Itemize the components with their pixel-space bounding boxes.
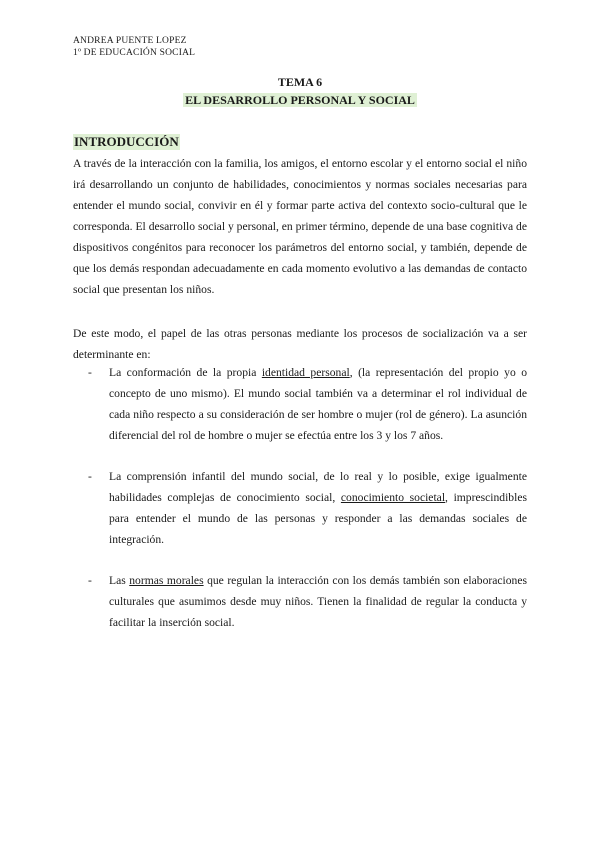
bullet-text [109, 362, 527, 446]
bullet-item-moral-norms [73, 570, 527, 633]
topic-title [0, 93, 600, 108]
bullet-dash: - [88, 574, 92, 587]
underlined-term: conocimiento societal [340, 491, 446, 504]
bullet-text [109, 570, 527, 633]
course-name: 1º DE EDUCACIÓN SOCIAL [73, 48, 196, 58]
bullet-text-end: , imprescindibles para entender el mundo de las personas y responder a las demandas sociales de integración. [109, 491, 527, 546]
bullet-text-start: Las [109, 574, 130, 587]
bullet-item-social-knowledge [73, 466, 527, 550]
underlined-term: identidad personal [261, 366, 350, 379]
intro-paragraph: A través de la interacción con la familia, los amigos, el entorno escolar y el entorno social el niño irá desarrollando un conjunto de habilidades, conocimientos y normas sociales necesarias para entender el mundo social, convivir en él y formar parte activa del contexto socio-cultural que le corresponda. El desarrollo social y personal, en primer término, depende de una base cognitiva de dispositivos congénitos para reconocer los parámetros del entorno social, y también, depende de que los demás respondan adecuadamente en cada momento evolutivo a las demandas de contacto social que presentan los niños. [73, 157, 527, 296]
bullet-item-identity [73, 362, 527, 446]
topic-number [0, 75, 600, 90]
bullet-text-start: La conformación de la propia [109, 366, 262, 379]
topic-number-text: TEMA 6 [277, 75, 323, 89]
bullet-dash: - [88, 470, 92, 483]
bullet-text-start: La comprensión infantil del mundo social, de lo real y lo posible, exige igualmente habilidades complejas de conocimiento social, [109, 470, 527, 504]
underlined-term: normas morales [129, 574, 204, 587]
topic-title-text: EL DESARROLLO PERSONAL Y SOCIAL [185, 93, 415, 107]
page-header [73, 35, 195, 59]
author-name: ANDREA PUENTE LOPEZ [73, 36, 187, 46]
bullet-text-end: , (la representación del propio yo o concepto de uno mismo). El mundo social también va a determinar el rol individual de cada niño respecto a su consideración de ser hombre o mujer (rol de género). La asunción diferencial del rol de hombre o mujer se efectúa entre los 3 y los 7 años. [109, 366, 528, 442]
section-heading: INTRODUCCIÓN [74, 134, 179, 149]
bullet-text-end: que regulan la interacción con los demás también son elaboraciones culturales que asumimos desde muy niños. Tienen la finalidad de regular la conducta y facilitar la inserción social. [109, 574, 527, 629]
second-paragraph: De este modo, el papel de las otras personas mediante los procesos de socialización va a ser determinante en: [73, 327, 527, 361]
bullet-text [109, 466, 527, 550]
bullet-dash: - [88, 366, 92, 379]
